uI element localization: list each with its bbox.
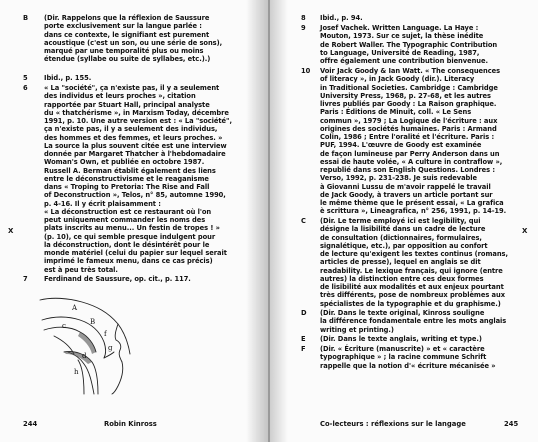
label-a: A: [72, 304, 78, 312]
note-line: autres) la distinction entre ces deux formes: [320, 274, 484, 283]
note-key: F: [301, 345, 306, 353]
note-line: dans « Troping to Pretoria: The Rise and Fall: [44, 183, 210, 191]
note-line: dans ce contexte, le signifiant est purement: [44, 30, 210, 39]
note-text: [44, 84, 232, 274]
running-head: Robin Kinross: [104, 420, 157, 428]
note-line: readability. Le lexique français, qui ignore (entre: [320, 266, 503, 275]
centre-mark: X: [522, 227, 528, 235]
note-line: republié dans son English Questions. Londres :: [320, 166, 495, 174]
note-key: E: [301, 335, 306, 343]
note-key: 5: [23, 74, 28, 82]
note-line: de Jack Goody, à travers un article portant sur: [320, 190, 493, 199]
note-line: spécialistes de la typographie et du graphisme.): [320, 299, 501, 308]
note-line: (Dir. Rappelons que la réflexion de Saussure: [44, 14, 210, 22]
note-line: des hommes et des femmes, et leurs proches. »: [44, 133, 223, 142]
note-line: très différents, pose de nombreux problèmes aux: [320, 291, 505, 300]
note-line: (Dir. Dans le texte original, Kinross souligne: [320, 309, 485, 317]
note-line: Woman's Own, et publiée en octobre 1987.: [44, 158, 205, 167]
note-line: origines des sociétés humaines. Paris : Armand: [320, 124, 497, 133]
note-text: [320, 67, 506, 216]
note-line: de façon lumineuse par Perry Anderson dans un: [320, 149, 500, 158]
note-key: 9: [301, 24, 306, 32]
note-line: Josef Vachek. Written Language. La Haye :: [320, 24, 479, 32]
note-key: 8: [301, 14, 306, 22]
note-key: B: [23, 14, 29, 22]
note-line: du « thatchérisme », in Marxism Today, décembre: [44, 108, 229, 117]
note-line: essai de haute volée, « A culture in contraflow »,: [320, 157, 503, 166]
note-line: la déconstruction, dont le désintérêt pour le: [44, 240, 210, 249]
note-line: livres publiés par Goody : La Raison graphique.: [320, 100, 497, 108]
note-line: p. 4-16. Il y écrit plaisamment :: [44, 199, 161, 208]
label-g: g: [108, 344, 113, 352]
gutter-shadow: [246, 0, 268, 442]
note-line: è scrittura », Lineagrafica, n° 256, 1991, p. 14-19.: [320, 207, 507, 216]
note-line: « La "société", ça n'existe pas, il y a seulement: [44, 84, 220, 92]
note-line: de lecture qu'exigent les textes continus (romans,: [320, 250, 508, 258]
note-line: à Giovanni Lussu de m'avoir rappelé le travail: [320, 182, 491, 191]
note-line: (p. 10), ce qui semble presque indulgent pour: [44, 232, 216, 241]
note-text: [44, 74, 91, 82]
note-line: writing et printing.): [320, 325, 394, 334]
note-line: de lisibilité aux modalités et aux enjeux pourtant: [320, 283, 504, 291]
note-line: rapportée par Stuart Hall, principal analyste: [44, 100, 210, 109]
note-line: offre également une contribution bienvenue.: [320, 57, 488, 65]
note-line: le même thème que le présent essai, « La grafica: [320, 199, 504, 207]
note-line: marqué par une temporalité plus ou moins: [44, 47, 204, 55]
note-line: Paris : Éditions de Minuit, coll. « Le Sens: [320, 108, 472, 117]
page-number: 244: [23, 420, 38, 428]
note-text: [44, 14, 222, 64]
note-line: la différence fondamentale entre les mots anglais: [320, 317, 507, 326]
note-line: (Dir. « Écriture (manuscrite) » et « caractère: [320, 345, 485, 353]
note-line: acoustique (c'est un son, ou une série de sons),: [44, 38, 223, 47]
note-line: commun », 1979 ; La Logique de l'écriture : aux: [320, 116, 498, 125]
note-line: (Dir. Dans le texte anglais, writing et type.): [320, 335, 482, 343]
note-line: Verso, 1992, p. 231-238. Je suis redevable: [320, 174, 478, 183]
note-line: (Dir. Le terme employé ici est legibility, qui: [320, 217, 481, 225]
note-line: Ibid., p. 94.: [320, 14, 363, 22]
note-key: 6: [23, 84, 28, 92]
note-line: de consultation (dictionnaires, formulaires,: [320, 233, 482, 242]
note-line: entre le déconstructivisme et le reaganisme: [44, 174, 209, 183]
note-line: of Deconstruction », Telos, n° 85, automne 1990,: [44, 191, 226, 200]
right-page: [270, 0, 538, 442]
note-line: Colin, 1986 ; Entre l'oralité et l'écriture. Paris :: [320, 133, 495, 141]
note-line: Mouton, 1973. Sur ce sujet, la thèse inédite: [320, 32, 484, 41]
note-line: La source la plus souvent citée est une interview: [44, 141, 227, 150]
note-text: [44, 275, 191, 283]
note-text: [320, 335, 482, 343]
note-key: 10: [301, 67, 311, 75]
note-line: PUF, 1994. L'œuvre de Goody est examinée: [320, 141, 482, 150]
label-h: h: [74, 368, 79, 376]
note-line: to Language, Université de Reading, 1987,: [320, 48, 480, 57]
note-text: [320, 217, 508, 308]
note-line: porte exclusivement sur la langue parlée :: [44, 22, 202, 31]
note-line: Russell A. Berman établit également des liens: [44, 166, 216, 175]
label-c: c: [62, 322, 66, 330]
note-line: imprimé le fameux menu, dans ce cas précis): [44, 257, 213, 266]
note-key: C: [301, 217, 306, 225]
note-text: [320, 24, 497, 65]
label-f: f: [104, 330, 107, 338]
note-line: désigne la lisibilité dans un cadre de lecture: [320, 225, 486, 234]
note-line: 1991, p. 10. Une autre version est : « La "société",: [44, 117, 232, 125]
gutter-shadow: [270, 0, 288, 442]
note-line: of literacy », in Jack Goody (dir.). Literacy: [320, 75, 475, 84]
note-line: est à peu très total.: [44, 265, 118, 274]
note-line: des individus et leurs proches », citation: [44, 92, 196, 101]
running-head: Co-lecteurs : réflexions sur le langage: [320, 420, 466, 428]
note-line: Ferdinand de Saussure, op. cit., p. 117.: [44, 275, 191, 283]
note-line: in Traditional Societies. Cambridge : Cambridge: [320, 83, 498, 92]
note-line: typographique » ; la racine commune Schrift: [320, 353, 487, 362]
note-line: Ibid., p. 155.: [44, 74, 92, 82]
note-line: ça n'existe pas, il y a seulement des individus,: [44, 125, 218, 134]
label-b: B: [90, 318, 96, 326]
note-line: articles de presse), lequel en anglais se dit: [320, 258, 481, 267]
note-key: 7: [23, 275, 28, 283]
note-line: monde matériel (celui du papier sur lequel serait: [44, 249, 227, 257]
note-text: [320, 309, 506, 334]
note-line: signalétique, etc.), par opposition au confort: [320, 241, 488, 250]
label-d: d: [82, 352, 87, 360]
note-line: plats inscrits au menu... Un festin de tropes ! »: [44, 224, 220, 233]
note-text: [320, 14, 363, 22]
note-line: de Robert Waller. The Typographic Contribution: [320, 40, 498, 49]
note-line: donnée par Margaret Thatcher à l'hebdomadaire: [44, 150, 226, 158]
note-line: peut uniquement commander les noms des: [44, 216, 206, 224]
centre-mark: X: [8, 227, 14, 235]
note-line: rappelle que la notion d'« écriture mécanisée »: [320, 361, 496, 370]
vocal-tract-illustration: [34, 296, 138, 395]
page-number: 245: [504, 420, 519, 428]
left-page: [0, 0, 268, 442]
note-line: University Press, 1968, p. 27-68, et les autres: [320, 91, 491, 100]
note-line: « La déconstruction est ce restaurant où l'on: [44, 207, 212, 216]
note-line: Voir Jack Goody & Ian Watt. « The consequences: [320, 67, 501, 75]
note-line: étendue (syllabe ou suite de syllabes, etc.).): [44, 55, 211, 64]
note-key: D: [301, 309, 307, 317]
note-text: [320, 345, 496, 370]
